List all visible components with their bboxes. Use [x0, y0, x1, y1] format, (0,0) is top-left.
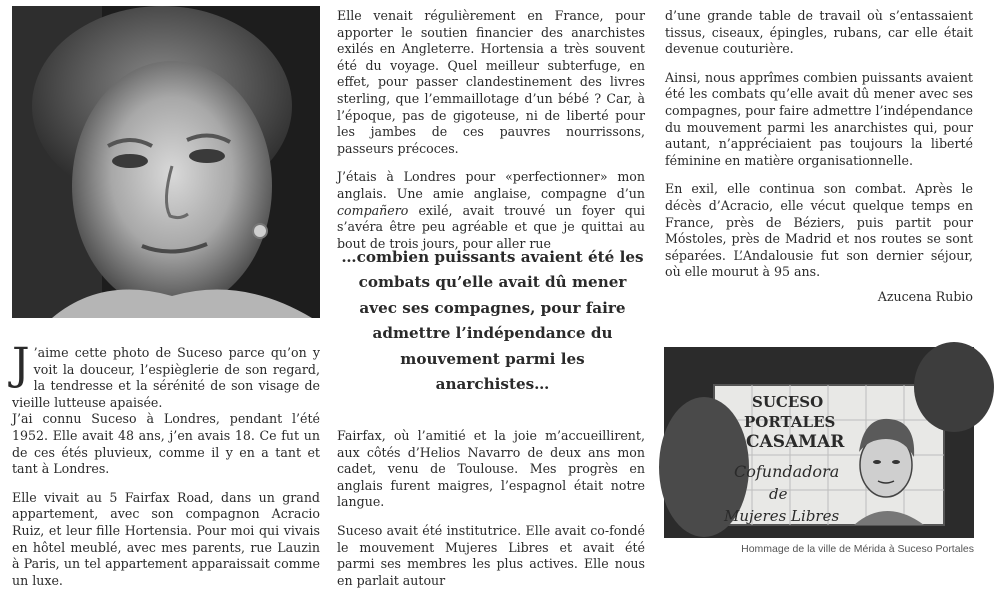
article-column-3: [665, 8, 973, 318]
article-column-1: [12, 339, 320, 601]
mural-text: Mujeres Libres: [724, 507, 840, 525]
pull-quote: …combien puissants avaient été les combats qu’elle avait dû mener avec ses compagnes, pour faire admettre l’indépendance du mouvement parmi les anarchistes…: [341, 248, 644, 394]
paragraph: Ainsi, nous apprîmes combien puissants avaient été les combats qu’elle avait dû mener avec ses compagnes, pour faire admettre l’indépendance du mouvement parmi les anarchistes qui, pour autant, n’appréciaient pas toujours la liberté féminine en matière organisationnelle.: [665, 69, 973, 168]
paragraph: Elle venait régulièrement en France, pour apporter le soutien financier des anarchistes exilés en Angleterre. Hortensia a très souvent été du voyage. Quel meilleur subterfuge, en effet, pour passer clandestinement des livres sterling, que l’emmaillotage d’un bébé ? Car, à l’époque, pas de gigoteuse, ni de liberté pour les jambes de ces pauvres nourrissons, passeurs précoces.: [337, 8, 645, 156]
photo-caption: Hommage de la ville de Mérida à Suceso Portales: [741, 543, 974, 555]
mural-photo: [664, 347, 974, 538]
paragraph: J’ai connu Suceso à Londres, pendant l’été 1952. Elle avait 48 ans, j’en avais 18. Ce fut un de ces étés pluvieux, comme il y en a tant et tant à Londres.: [12, 411, 320, 477]
paragraph: Elle vivait au 5 Fairfax Road, dans un grand appartement, avec son compagnon Acracio Ruiz, et leur fille Hortensia. Pour moi qui vivais en hôtel meublé, avec mes parents, rue Lauzin à Paris, un tel appartement apparaissait comme un luxe.: [12, 489, 320, 588]
article-column-2: [337, 8, 645, 264]
paragraph: Suceso avait été institutrice. Elle avait co-fondé le mouvement Mujeres Libres et avait été parmi ses membres les plus actives. Elle nous en parlait autour: [337, 522, 645, 588]
mural-text: CASAMAR: [746, 432, 845, 452]
drop-cap: J: [12, 339, 30, 390]
mural-text: Cofundadora: [734, 462, 840, 481]
paragraph: d’une grande table de travail où s’entassaient tissus, ciseaux, épingles, rubans, car elle était devenue couturière.: [665, 8, 973, 57]
portrait-photo: [12, 6, 320, 318]
mural-text: PORTALES: [744, 413, 836, 431]
paragraph: En exil, elle continua son combat. Après le décès d’Acracio, elle vécut quelque temps en France, près de Béziers, puis partit pour Móstoles, près de Madrid et nos routes se sont séparées. L’Andalousie fut son dernier séjour, où elle mourut à 95 ans.: [665, 181, 973, 280]
article-column-2-continued: [337, 428, 645, 589]
mural-text: de: [769, 485, 788, 503]
intro-paragraph: J ’aime cette photo de Suceso parce qu’on y voit la douceur, l’espièglerie de son regard, la tendresse et la sérénité de son visage de vieille lutteuse apaisée.: [12, 339, 320, 410]
author-signature: Azucena Rubio: [877, 288, 973, 304]
mural-text: SUCESO: [752, 393, 824, 411]
paragraph: J’étais à Londres pour «perfectionner» mon anglais. Une amie anglaise, compagne d’un compañero exilé, avait trouvé un foyer qui s’avéra être peu agréable et que je quittai au bout de trois jours, pour aller rue: [337, 169, 645, 251]
paragraph: Fairfax, où l’amitié et la joie m’accueillirent, aux côtés d’Helios Navarro de deux ans mon cadet, venu de Toulouse. Mes progrès en anglais furent maigres, l’espagnol était notre langue.: [337, 428, 645, 510]
